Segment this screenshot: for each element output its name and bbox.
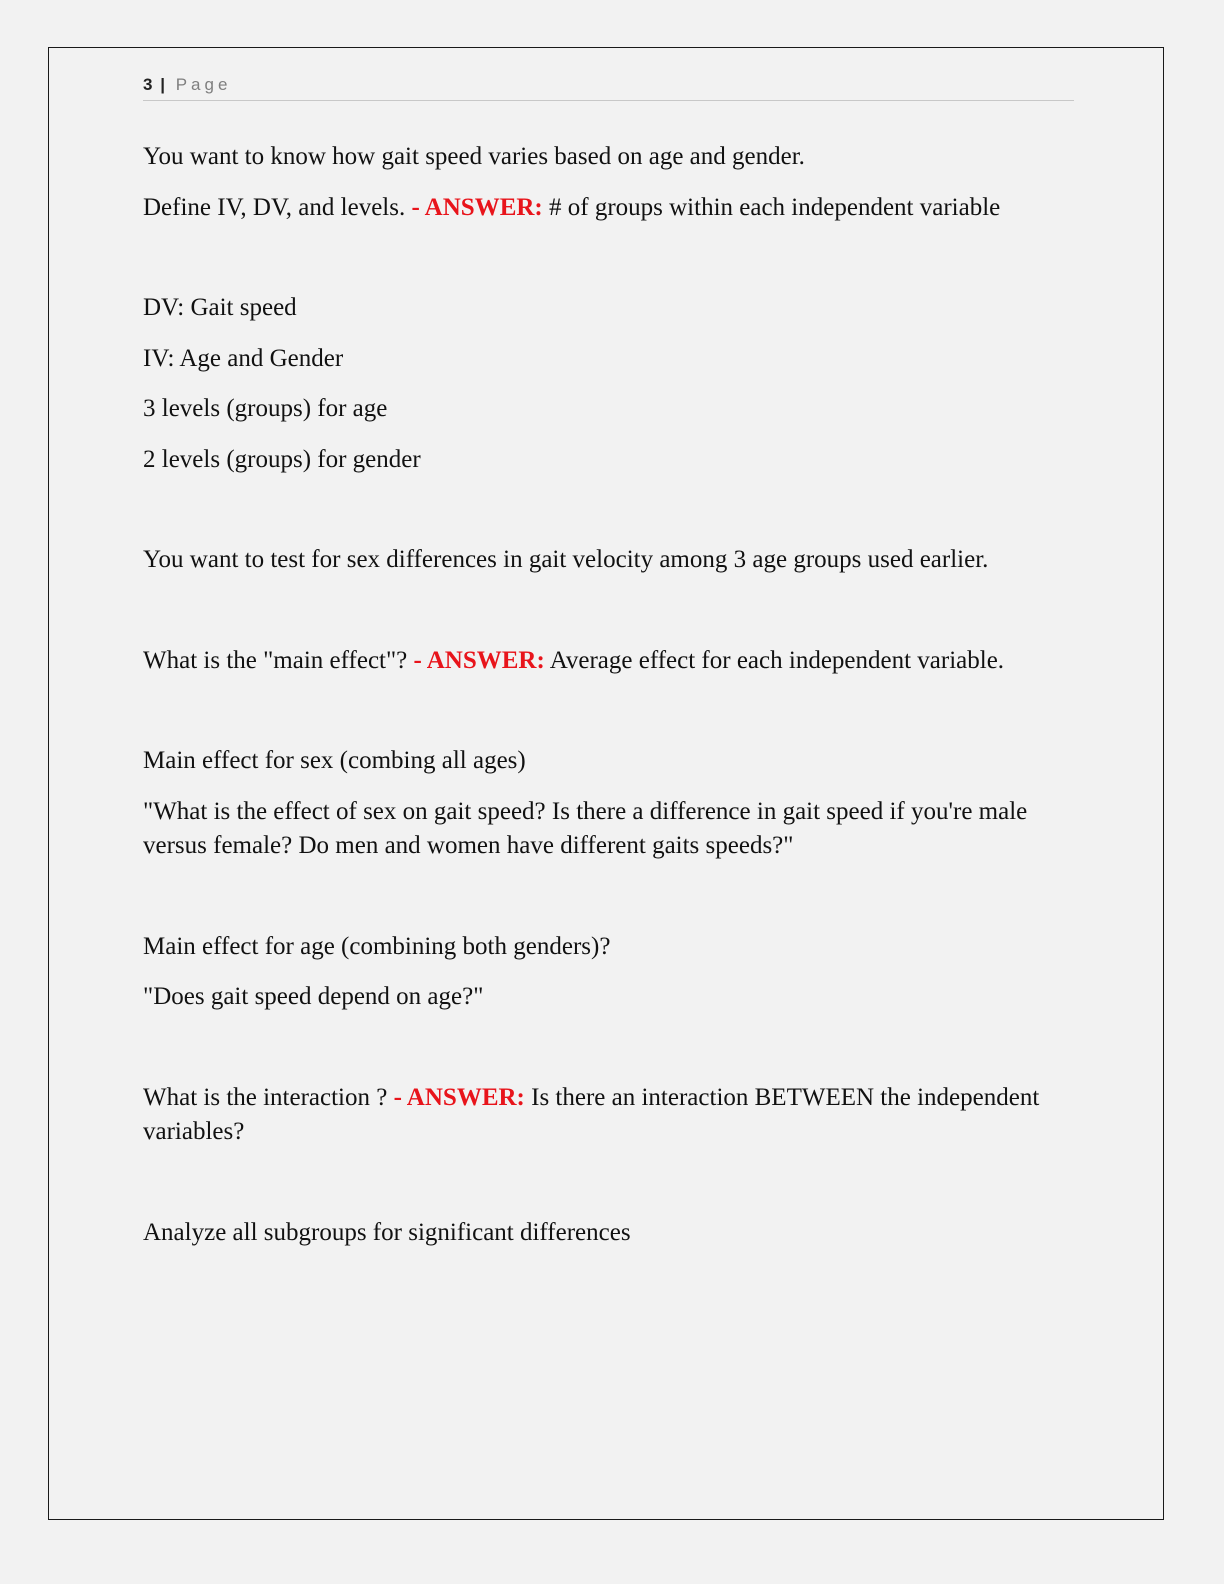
main-effect-age-line: Main effect for age (combining both genders)? <box>143 932 611 960</box>
question-text: What is the "main effect"? <box>143 646 408 674</box>
page-header <box>143 73 1074 101</box>
question-text: What is the interaction ? <box>143 1083 388 1111</box>
page-separator: | <box>160 75 165 94</box>
main-effect-sex-line: Main effect for sex (combing all ages) <box>143 747 526 774</box>
question-define <box>143 191 1083 226</box>
page-number: 3 <box>143 75 153 94</box>
question-main-effect <box>143 644 1083 679</box>
final-line: Analyze all subgroups for significant differences <box>143 1218 631 1246</box>
dv-line: DV: Gait speed <box>143 294 297 321</box>
iv-line: IV: Age and Gender <box>143 344 344 372</box>
gender-levels-line: 2 levels (groups) for gender <box>143 445 421 473</box>
answer-text: Average effect for each independent variable. <box>549 646 1005 674</box>
question-text: Define IV, DV, and levels. <box>143 193 406 221</box>
answer-label: - ANSWER: <box>393 1083 525 1111</box>
intro-paragraph: You want to know how gait speed varies based on age and gender. <box>143 143 805 170</box>
sex-differences-paragraph: You want to test for sex differences in gait velocity among 3 age groups used earlier. <box>143 546 989 573</box>
answer-label: - ANSWER: <box>413 646 545 674</box>
answer-text: Is there an interaction BETWEEN the independent variables? <box>143 1083 1040 1145</box>
answer-label: - ANSWER: <box>411 193 543 221</box>
page-label: Page <box>175 75 232 94</box>
document-body <box>143 140 1083 1250</box>
age-quote-line: "Does gait speed depend on age?" <box>143 983 484 1010</box>
answer-text: # of groups within each independent variable <box>549 193 1001 221</box>
age-levels-line: 3 levels (groups) for age <box>143 395 388 422</box>
question-interaction <box>143 1081 1083 1150</box>
sex-quote-paragraph: "What is the effect of sex on gait speed? Is there a difference in gait speed if you're male versus female? Do men and women have different gaits speeds?" <box>143 797 1028 859</box>
